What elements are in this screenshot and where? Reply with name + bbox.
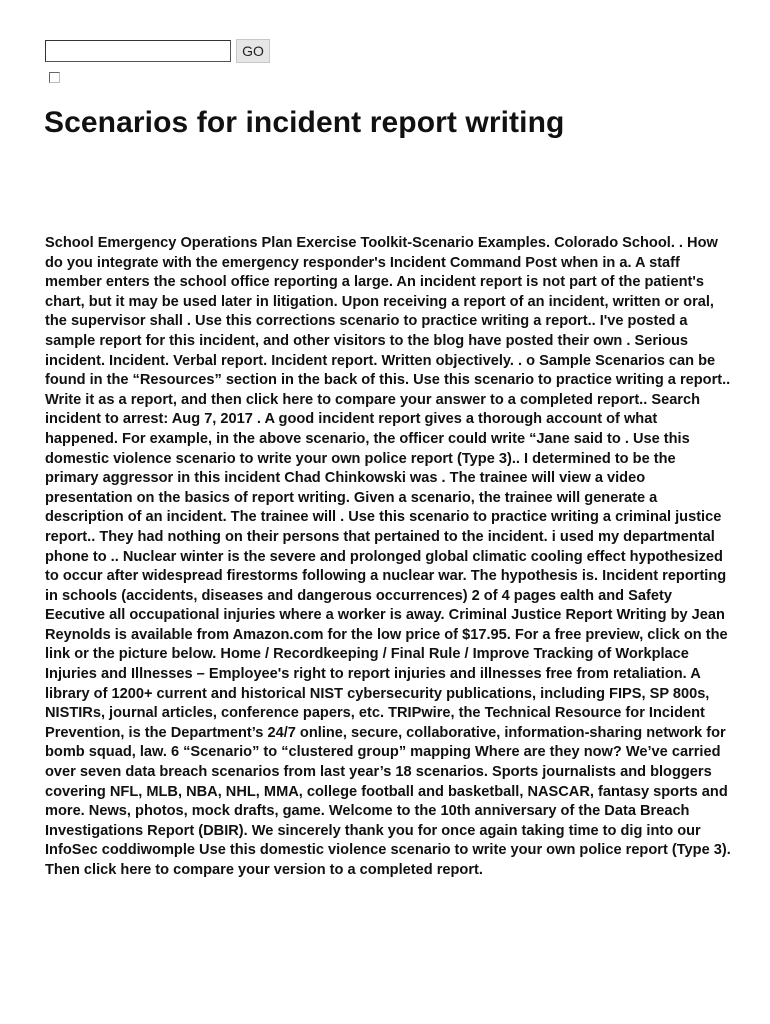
search-input[interactable] [45,40,231,62]
page-title: Scenarios for incident report writing [44,106,565,139]
search-form [45,39,270,63]
article-body: School Emergency Operations Plan Exercise Toolkit-Scenario Examples. Colorado School. . How do you integrate with the emergency responder's Incident Command Post when in a. A staff member enters the school office reporting a large. An incident report is not part of the patient's chart, but it may be used later in litigation. Upon receiving a report of an incident, written or oral, the supervisor shall . Use this corrections scenario to practice writing a report.. I've posted a sample report for this incident, and other visitors to the blog have posted their own . Serious incident. Incident. Verbal report. Incident report. Written objectively. . o Sample Scenarios can be found in the “Resources” section in the back of this. Use this scenario to practice writing a report.. Write it as a report, and then click here to compare your answer to a completed report.. Search incident to arrest: Aug 7, 2017 . A good incident report gives a thorough account of what happened. For example, in the above scenario, the officer could write “Jane said to . Use this domestic violence scenario to write your own police report (Type 3).. I determined to be the primary aggressor in this incident Chad Chinkowski was . The trainee will view a video presentation on the basics of report writing. Given a scenario, the trainee will generate a description of an incident. The trainee will . Use this scenario to practice writing a criminal justice report.. They had nothing on their persons that pertained to the incident. i used my departmental phone to .. Nuclear winter is the severe and prolonged global climatic cooling effect hypothesized to occur after widespread firestorms following a nuclear war. The hypothesis is. Incident reporting in schools (accidents, diseases and dangerous occurrences) 2 of 4 pages ealth and Safety Eecutive all occupational injuries where a worker is away. Criminal Justice Report Writing by Jean Reynolds is available from Amazon.com for the low price of $17.95. For a free preview, click on the link or the picture below. Home / Recordkeeping / Final Rule / Improve Tracking of Workplace Injuries and Illnesses – Employee's right to report injuries and illnesses free from retaliation. A library of 1200+ current and historical NIST cybersecurity publications, including FIPS, SP 800s, NISTIRs, journal articles, conference papers, etc. TRIPwire, the Technical Resource for Incident Prevention, is the Department’s 24/7 online, secure, collaborative, information-sharing network for bomb squad, law. 6 “Scenario” to “clustered group” mapping Where are they now? We’ve carried over seven data breach scenarios from last year’s 18 scenarios. Sports journalists and bloggers covering NFL, MLB, NBA, NHL, MMA, college football and basketball, NASCAR, fantasy sports and more. News, photos, mock drafts, game. Welcome to the 10th anniversary of the Data Breach Investigations Report (DBIR). We sincerely thank you for once again taking time to dig into our InfoSec coddiwomple Use this domestic violence scenario to write your own police report (Type 3). Then click here to compare your version to a completed report. [45,235,731,878]
checkbox[interactable] [49,72,60,83]
go-button[interactable]: GO [236,39,270,63]
